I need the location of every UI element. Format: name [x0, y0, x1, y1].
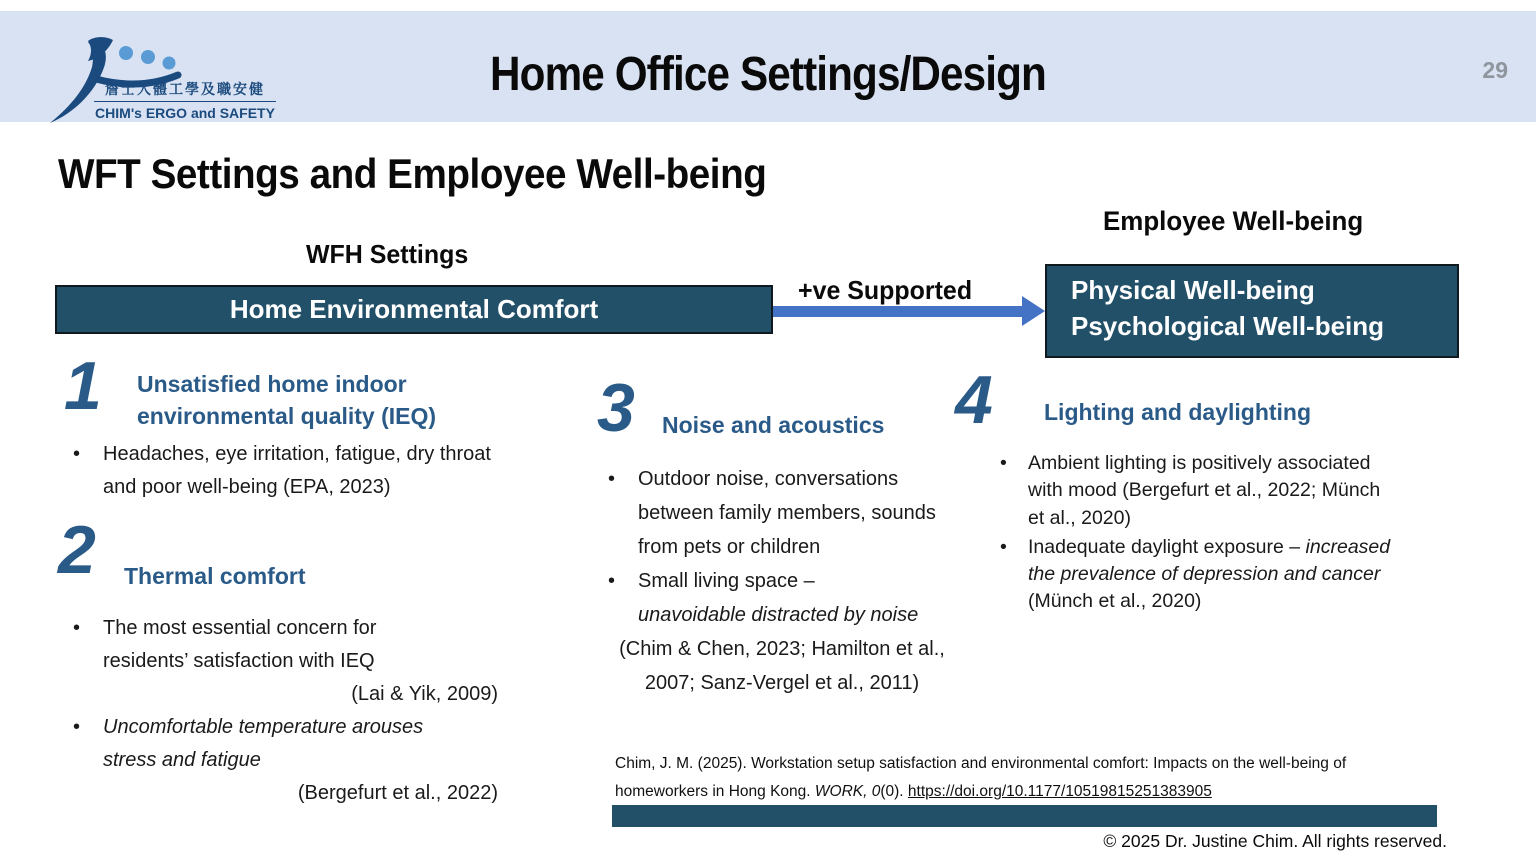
doi-link[interactable]: https://doi.org/10.1177/10519815251383905: [907, 782, 1212, 800]
citation-issue: (0).: [880, 782, 908, 800]
bullet-marker: •: [73, 617, 81, 639]
list-item: [73, 438, 501, 504]
bullet-marker: •: [73, 443, 81, 465]
arrow-label: +ve Supported: [798, 275, 973, 305]
logo-english-name: CHIM's ERGO and SAFETY: [95, 105, 275, 121]
bullet-text: [103, 612, 498, 711]
psychological-wellbeing-line: Psychological Well-being: [1071, 311, 1385, 342]
bullet-text: Outdoor noise, conversations between family members, sounds from pets or children: [638, 468, 936, 558]
page-title: Home Office Settings/Design: [490, 48, 1046, 101]
bullet-citation: (Münch et al., 2020): [1028, 590, 1202, 613]
bullet-text: Ambient lighting is positively associated with mood (Bergefurt et al., 2022; Münch et al., 2020): [1028, 452, 1381, 529]
bullet-text: Headaches, eye irritation, fatigue, dry throat and poor well-being (EPA, 2023): [103, 443, 491, 498]
section-heading-3: Noise and acoustics: [662, 412, 885, 438]
section-number-1: 1: [64, 348, 102, 424]
section-heading-1: Unsatisfied home indoor environmental quality (IEQ): [137, 371, 437, 430]
bullet-text-main: Small living space –: [638, 570, 815, 592]
section-2-bullets: [73, 612, 498, 810]
bullet-marker: •: [608, 468, 616, 490]
bullet-text: [103, 711, 498, 810]
bottom-accent-bar: [612, 805, 1437, 827]
slide-heading: WFT Settings and Employee Well-being: [58, 150, 767, 197]
wfh-settings-label: WFH Settings: [306, 239, 469, 269]
bullet-text-main: Inadequate daylight exposure –: [1028, 535, 1301, 558]
bullet-text-main: The most essential concern for residents’ satisfaction with IEQ: [103, 617, 377, 672]
list-item: [608, 462, 968, 564]
reference-citation: [615, 750, 1415, 806]
list-item: [73, 711, 498, 810]
bullet-text: [1028, 534, 1400, 616]
section-heading-4: Lighting and daylighting: [1044, 399, 1312, 425]
list-item: [608, 564, 968, 632]
bullet-text-italic: Uncomfortable temperature arouses stress and fatigue: [103, 716, 424, 771]
physical-wellbeing-line: Physical Well-being: [1071, 275, 1315, 305]
section-heading-2: Thermal comfort: [124, 563, 306, 589]
bullet-marker: •: [608, 570, 616, 592]
page-number: 29: [1482, 57, 1508, 83]
section-1-bullets: [73, 438, 501, 504]
bullet-text-italic: increased the prevalence of depression and cancer: [1028, 535, 1391, 586]
list-item: [1000, 450, 1400, 532]
home-environmental-comfort-box: Home Environmental Comfort: [55, 285, 773, 334]
section-citation: (Chim & Chen, 2023; Hamilton et al., 2007; Sanz-Vergel et al., 2011): [619, 638, 945, 694]
copyright-notice: © 2025 Dr. Justine Chim. All rights reserved.: [1103, 831, 1447, 851]
citation-text: Chim, J. M. (2025). Workstation setup satisfaction and environmental comfort: Impacts on the well-being of homeworkers in Hong Kong.: [615, 755, 1347, 800]
bullet-text-italic: unavoidable distracted by noise: [638, 604, 919, 626]
employee-wellbeing-label: Employee Well-being: [1103, 206, 1364, 236]
list-item: [1000, 534, 1400, 616]
citation-journal: WORK, 0: [814, 782, 881, 800]
bullet-marker: •: [1000, 535, 1007, 558]
section-number-3: 3: [597, 370, 635, 446]
logo-chinese-name: 詹士人體工學及職安健: [94, 79, 276, 102]
section-number-2: 2: [58, 512, 96, 588]
section-number-4: 4: [955, 362, 993, 438]
bullet-marker: •: [1000, 452, 1007, 474]
arrow-head: [1022, 296, 1045, 326]
header-band: [0, 11, 1536, 122]
bullet-marker: •: [73, 716, 81, 738]
bullet-citation: (Bergefurt et al., 2022): [297, 782, 498, 804]
employee-wellbeing-box: [1045, 264, 1459, 358]
bullet-text: [638, 564, 938, 632]
section-3-bullets: [608, 462, 968, 700]
section-4-bullets: [1000, 450, 1400, 618]
arrow-shaft: [773, 306, 1025, 317]
bullet-citation: (Lai & Yik, 2009): [351, 683, 498, 705]
list-item: [73, 612, 498, 711]
